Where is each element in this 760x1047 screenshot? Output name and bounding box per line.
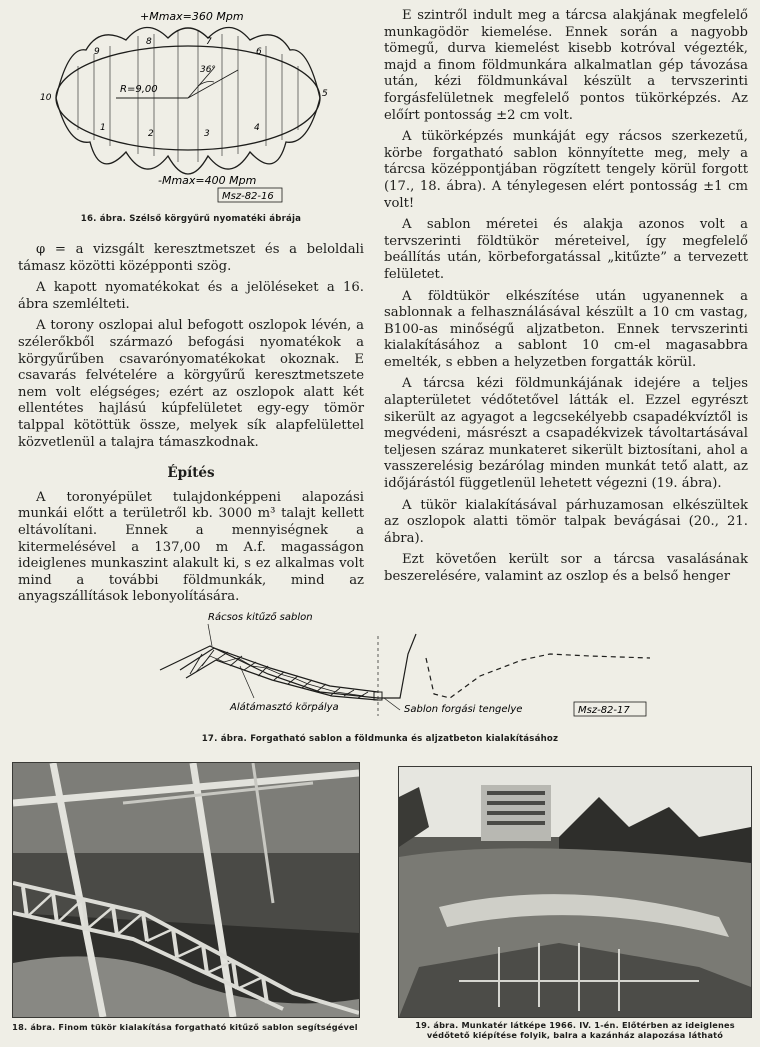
paragraph: A tükörképzés munkáját egy rácsos szerkezetű, körbe forgatható sablon könnyítette meg, mely a tárcsa középpontjában rögzített tengely körül forgott (17., 18. ábra). A ténylegesen elért pontosság ±1 cm volt! bbox=[384, 129, 748, 211]
truss-top-chord bbox=[180, 648, 378, 692]
axis-label: Sablon forgási tengelye bbox=[404, 704, 523, 715]
paragraph: A tárcsa kézi földmunkájának idejére a teljes alapterületet védőtetővel látták el. Ezzel egyrészt sikerült az agyagot a legcsekélyebb csapadékvíztől is megvédeni, másrészt a csapadékvizek távoltartásával teljesen száraz munkateret sikerült biztosítani, ahol a vasszerelésig bezárólag minden munkát tető alatt, az időjárástól függetlenül lehetett végezni (19. ábra). bbox=[384, 376, 748, 492]
ground-profile bbox=[160, 634, 416, 698]
node-label: 8 bbox=[146, 37, 152, 47]
fig16-caption: 16. ábra. Szélső körgyűrű nyomatéki ábrája bbox=[80, 214, 302, 224]
fig16-tag: Msz-82-16 bbox=[222, 191, 274, 202]
paragraph: E szintről indult meg a tárcsa alakjának megfelelő munkagödör kiemelése. Ennek során a nagyobb tömegű, durva kiemelést kisebb kotróval végezték, majd a finom földmunkára alkalmatlan gép távozása után, kézi földmunkával készült a tervszerinti forgásfelületnek megfelelő pontos tükörképzés. Az előírt pontosság ±2 cm volt. bbox=[384, 8, 748, 123]
node-label: 2 bbox=[148, 129, 154, 139]
fig17-tag: Msz-82-17 bbox=[578, 705, 630, 716]
radius-label: R=9,00 bbox=[120, 84, 158, 95]
fig19-photo bbox=[398, 766, 752, 1018]
paragraph: A torony oszlopai alul befogott oszlopok lévén, a szélerőkből származó befogási nyomatékok a körgyűrűben csavarónyomatékokat okoznak. E csavarás felvételére a körgyűrű keresztmetszete nem volt elégséges; ezért az oszlopok alatt két ellentétes hajlású kúpfelületet egy-egy tömör talppal kötöttük össze, melyek sík alapfelülettel közvetlenül a talajra támaszkodnak. bbox=[18, 318, 364, 450]
section-heading: Építés bbox=[167, 465, 215, 482]
right-column bbox=[384, 8, 748, 591]
paragraph: A földtükör elkészítése után ugyanennek a sablonnak a felhasználásával készült a 10 cm vastag, B100-as minőségű aljzatbeton. Ennek tervszerinti kialakításához a sablont 10 cm-el magasabbra emelték, s ebben a helyzetben forgatták körül. bbox=[384, 288, 748, 370]
paragraph: A sablon méretei és alakja azonos volt a tervszerinti földtükör méreteivel, így megfelelő beállítás után, körbeforgatással „kitűzte” a tervezett felületet. bbox=[384, 217, 748, 282]
node-label: 3 bbox=[204, 129, 210, 139]
paragraph: A kapott nyomatékokat és a jelöléseket a 16. ábra szemlélteti. bbox=[18, 280, 364, 312]
mmax-bottom-label: -Mmax=400 Mpm bbox=[158, 174, 257, 187]
left-column bbox=[18, 242, 364, 611]
angle-label: 36° bbox=[200, 65, 216, 75]
node-label: 5 bbox=[322, 89, 328, 99]
node-label: 6 bbox=[256, 47, 262, 57]
mmax-top-label: +Mmax=360 Mpm bbox=[140, 10, 244, 23]
node-label: 10 bbox=[40, 93, 52, 103]
phi-definition: φ = a vizsgált keresztmetszet és a beloldali támasz közötti középponti szög. bbox=[18, 242, 364, 274]
paragraph: Ezt követően került sor a tárcsa vasalásának beszerelésére, valamint az oszlop és a belső henger bbox=[384, 552, 748, 584]
fig19-caption: 19. ábra. Munkatér látképe 1966. IV. 1-én. Előtérben az ideiglenes védőtető kiépítése folyik, balra a kazánház alapozása látható bbox=[415, 1020, 735, 1040]
rail-label: Alátámasztó körpálya bbox=[230, 702, 339, 713]
fig17-diagram bbox=[150, 606, 750, 724]
node-label: 1 bbox=[100, 123, 106, 133]
paragraph: A toronyépület tulajdonképpeni alapozási munkái előtt a területről kb. 3000 m³ talajt kellett eltávolítani. Ennek a mennyiségnek a kitermelésével a 137,00 m A.f. magasságon ideiglenes munkaszint alakult ki, s ez alkalmas volt mind a további földmunkák, mind az anyagszállítások lebonyolítására. bbox=[18, 489, 364, 605]
fig18-photo bbox=[12, 762, 360, 1018]
fig18-caption: 18. ábra. Finom tükör kialakítása forgatható kitűző sablon segítségével bbox=[12, 1022, 358, 1032]
fig16-diagram bbox=[28, 6, 348, 206]
moment-curve-top bbox=[56, 27, 320, 98]
fig17-caption: 17. ábra. Forgatható sablon a földmunka és aljzatbeton kialakításához bbox=[201, 734, 559, 744]
moment-curve-bottom bbox=[56, 98, 320, 174]
node-label: 9 bbox=[94, 47, 100, 57]
paragraph: A tükör kialakításával párhuzamosan elkészültek az oszlopok alatti tömör talpak bevágásai (20., 21. ábra). bbox=[384, 497, 748, 546]
node-label: 7 bbox=[206, 37, 212, 47]
truss-label: Rácsos kitűző sablon bbox=[208, 612, 313, 623]
node-label: 4 bbox=[254, 123, 260, 133]
